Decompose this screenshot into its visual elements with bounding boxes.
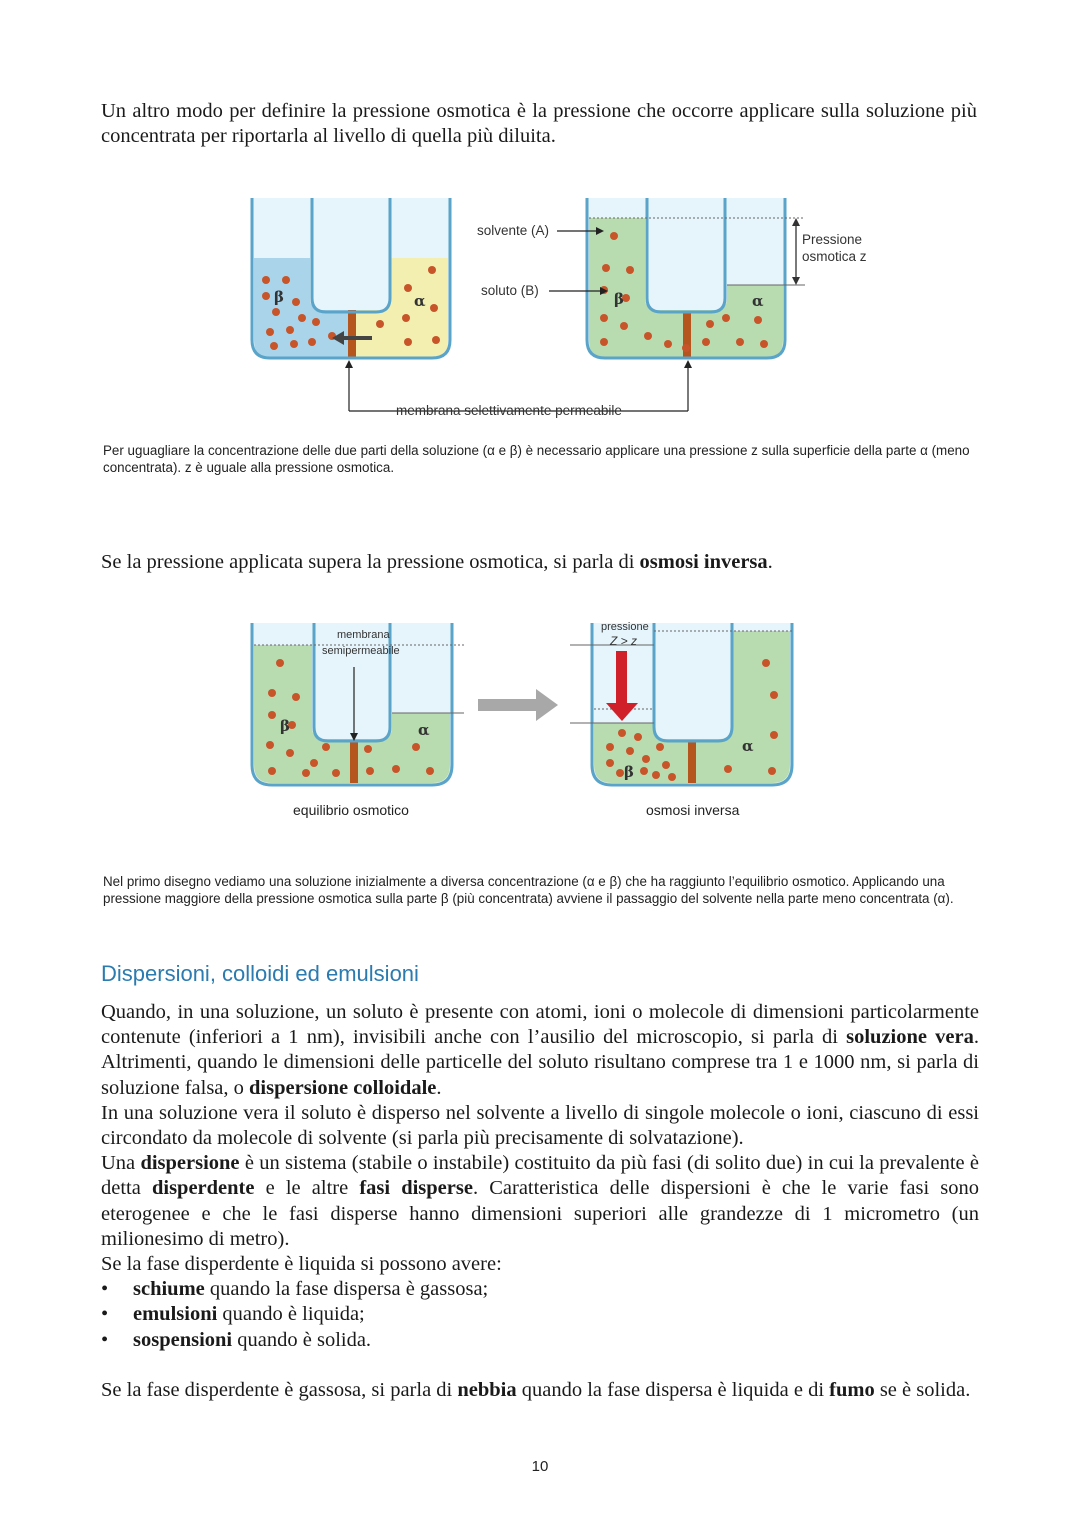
sentence-end: . xyxy=(767,551,773,573)
alpha-label-4: α xyxy=(742,737,754,755)
term-fasi-disperse: fasi disperse xyxy=(359,1177,473,1200)
membrane-label-line2: semipermeabile xyxy=(322,645,400,657)
term-dispersione: dispersione xyxy=(140,1152,240,1175)
term-soluzione-vera: soluzione vera xyxy=(846,1026,974,1049)
figure1-caption: Per uguagliare la concentrazione delle due parti della soluzione (α e β) è necessario applicare una pressione z sulla superficie della parte α (meno concentrata). z è uguale alla pressione osmotica. xyxy=(103,443,970,476)
reverse-osmosis-label: osmosi inversa xyxy=(646,802,740,818)
term-emulsioni: emulsioni xyxy=(133,1303,218,1326)
term-dispersione-colloidale: dispersione colloidale xyxy=(249,1076,437,1099)
section-heading: Dispersioni, colloidi ed emulsioni xyxy=(101,961,419,986)
solute-label: soluto (B) xyxy=(481,283,539,298)
beta-label-3: β xyxy=(280,717,290,735)
bullet-dot: • xyxy=(101,1303,109,1326)
paragraph-solvatazione: In una soluzione vera il soluto è disperso nel solvente a livello di singole molecole o ioni, ciascuno di essi circondato da molecole di solvente (si parla più precisamente di solvatazione). xyxy=(101,1101,979,1150)
term-sospensioni: sospensioni xyxy=(133,1328,233,1351)
pressure-bracket xyxy=(792,218,800,285)
p1-text-3: . xyxy=(436,1076,442,1099)
alpha-label-3: α xyxy=(418,721,430,739)
equilibrium-label: equilibrio osmotico xyxy=(293,802,409,818)
bullet-dot: • xyxy=(101,1328,109,1351)
p5-text-1: Se la fase disperdente è gassosa, si parla di xyxy=(101,1378,458,1401)
list-item-text: quando è solida. xyxy=(232,1328,372,1351)
membrane-label: membrana selettivamente permeabile xyxy=(396,403,622,418)
p1-text-1: Quando, in una soluzione, un soluto è presente con atomi, ioni o molecole di dimensioni particolarmente contenute (inferiori a 1 nm), invisibili anche con l’ausilio del microscopio, si parla di xyxy=(101,1001,979,1049)
beta-label-2: β xyxy=(614,290,624,308)
beta-label-4: β xyxy=(624,763,634,781)
u-tube-left xyxy=(252,198,450,358)
list-item xyxy=(101,1328,979,1353)
alpha-label-2: α xyxy=(752,292,764,310)
membrane-label-line1: membrana xyxy=(337,629,390,641)
section-body xyxy=(101,1000,979,1403)
pressure-label: pressione xyxy=(601,621,649,633)
reverse-osmosis-term: osmosi inversa xyxy=(639,551,768,573)
p3-text-1: Una xyxy=(101,1152,141,1175)
list-item xyxy=(101,1277,979,1302)
p5-text-3: se è solida. xyxy=(874,1378,971,1401)
membrane-rev xyxy=(688,741,696,783)
sentence-text: Se la pressione applicata supera la pressione osmotica, si parla di xyxy=(101,551,640,573)
term-fumo: fumo xyxy=(829,1378,875,1401)
paragraph-gassosa xyxy=(101,1378,979,1403)
p5-text-2: quando la fase dispersa è liquida e di xyxy=(516,1378,830,1401)
beta-label-1: β xyxy=(274,288,284,306)
u-tube-equilibrium xyxy=(252,623,464,785)
figure-osmotic-pressure xyxy=(240,190,900,425)
pressure-arrow xyxy=(616,651,627,707)
dispersion-list xyxy=(101,1277,979,1353)
u-tube-right xyxy=(587,198,805,358)
paragraph-dispersione xyxy=(101,1151,979,1252)
u-tube-reverse xyxy=(570,621,794,785)
pressure-label-line2: osmotica z xyxy=(802,249,867,264)
pressure-z-label: Z > z xyxy=(610,634,638,648)
p3-text-2: è un sistema (stabile o instabile) costituito da più fasi (di solito due) in cui la prevalente è detta xyxy=(101,1152,979,1200)
list-item xyxy=(101,1302,979,1327)
intro-paragraph: Un altro modo per definire la pressione osmotica è la pressione che occorre applicare sulla soluzione più concentrata per riportarla al livello di quella più diluita. xyxy=(101,100,977,148)
term-schiume: schiume xyxy=(133,1278,205,1301)
paragraph-liquida-intro: Se la fase disperdente è liquida si possono avere: xyxy=(101,1253,502,1276)
term-nebbia: nebbia xyxy=(457,1378,517,1401)
solvent-label: solvente (A) xyxy=(477,223,550,238)
reverse-osmosis-sentence xyxy=(101,550,981,575)
p3-text-3: e le altre xyxy=(254,1177,360,1200)
membrane-eq xyxy=(350,741,358,783)
membrane-left xyxy=(348,310,356,358)
bullet-dot: • xyxy=(101,1278,109,1301)
alpha-label-1: α xyxy=(414,292,426,310)
p1-text-2: . Altrimenti, quando le dimensioni delle particelle del soluto risultano comprese tra 1 e 1000 nm, si parla di soluzione falsa, o xyxy=(101,1026,979,1099)
list-item-text: quando la fase dispersa è gassosa; xyxy=(204,1278,489,1301)
paragraph-soluzione-vera xyxy=(101,1000,979,1101)
pressure-label-line1: Pressione xyxy=(802,232,863,247)
p3-text-4: . Caratteristica delle dispersioni è che le varie fasi sono eterogenee e che le fasi disperse hanno dimensioni superiori alle grandezze di 1 micrometro (un milionesimo di metro). xyxy=(101,1177,980,1250)
term-disperdente: disperdente xyxy=(151,1177,255,1200)
figure-reverse-osmosis xyxy=(240,615,840,825)
transition-arrow xyxy=(478,689,558,721)
list-item-text: quando è liquida; xyxy=(217,1303,365,1326)
page-number: 10 xyxy=(531,1458,549,1475)
figure2-caption: Nel primo disegno vediamo una soluzione inizialmente a diversa concentrazione (α e β) che ha raggiunto l’equilibrio osmotico. Applicando una pressione maggiore della pressione osmotica sulla parte β (più concentrata) avviene il passaggio del solvente nella parte meno concentrata (α). xyxy=(103,874,954,907)
